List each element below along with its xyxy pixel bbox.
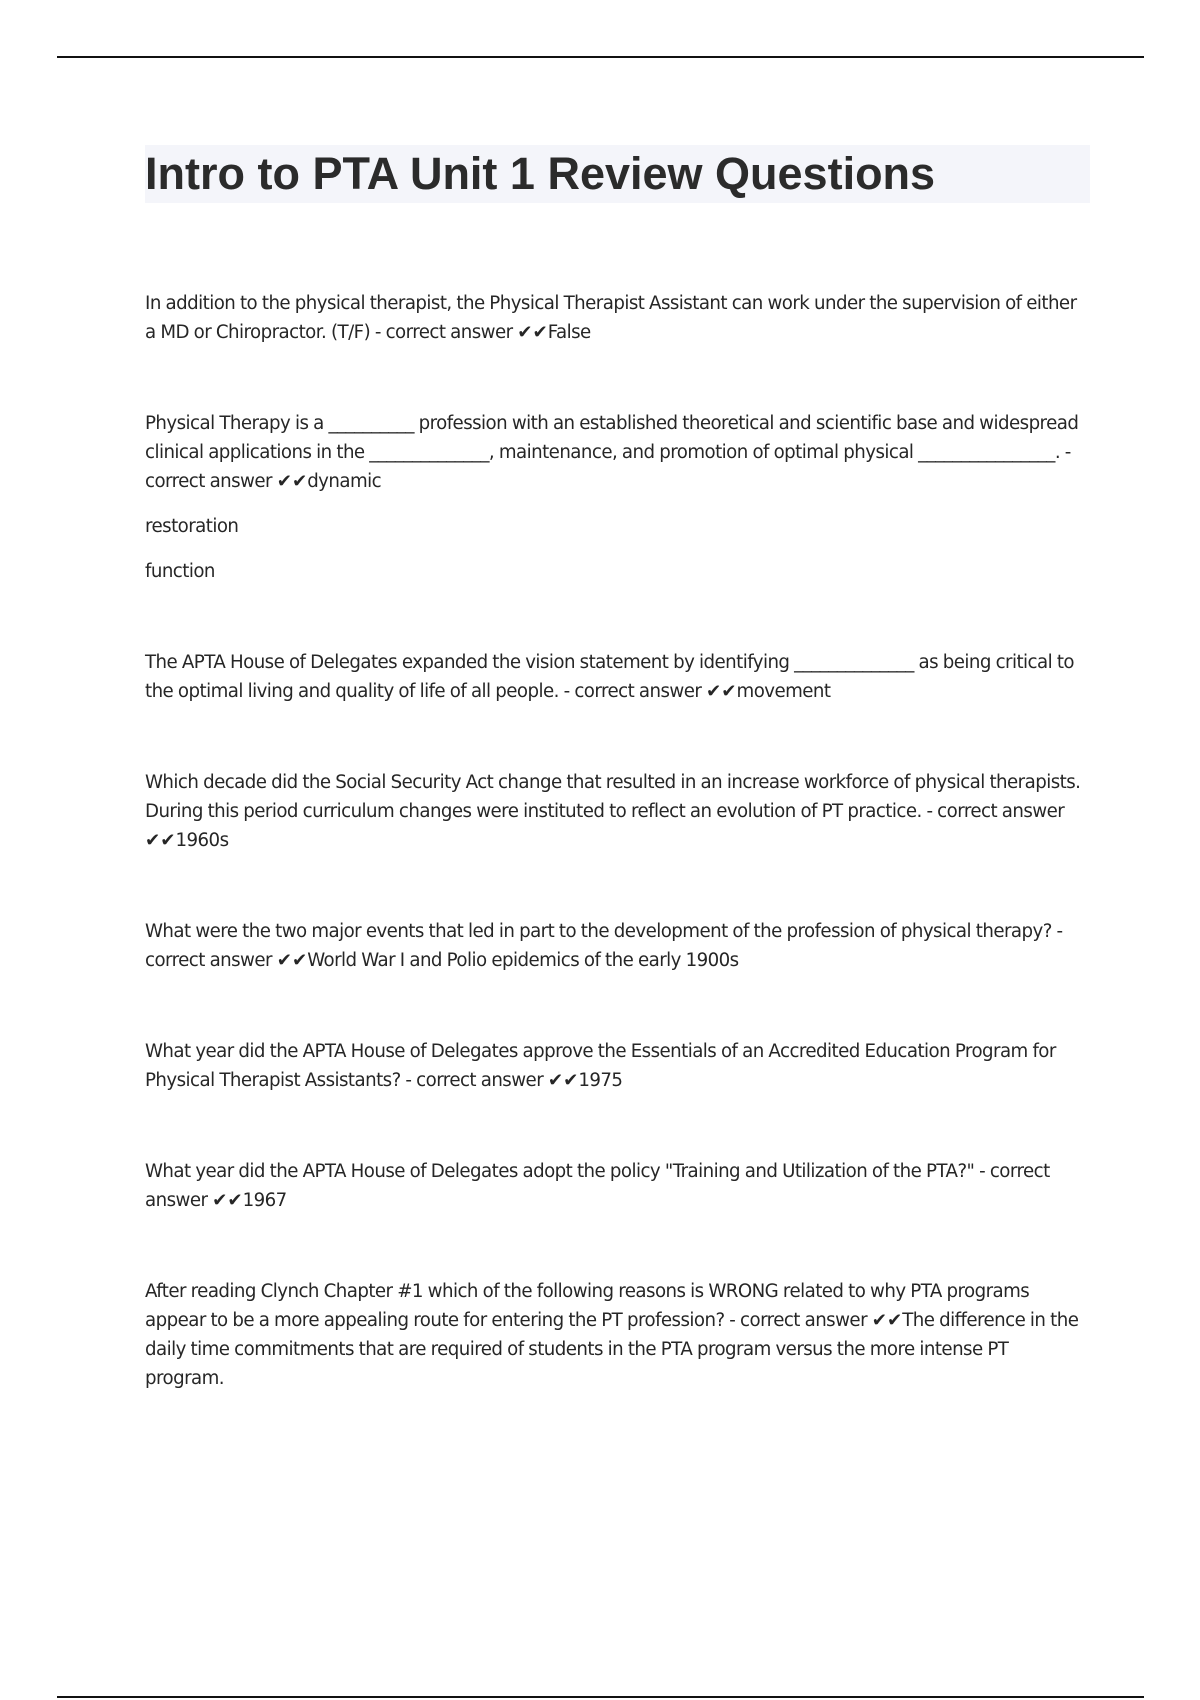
footer-rule [57, 1696, 1144, 1698]
qa-item [145, 768, 1090, 855]
question-list [145, 289, 1090, 1393]
answer-text: 1967 [242, 1190, 287, 1211]
check-mark-icon: ✔✔ [517, 322, 548, 343]
answer-text: movement [736, 681, 831, 702]
check-mark-icon: ✔✔ [145, 830, 176, 851]
question-text: After reading Clynch Chapter #1 which of the following reasons is WRONG related to why PTA programs appear to be a more appealing route for entering the PT profession? - correct answer [145, 1281, 1030, 1331]
answer-text: World War I and Polio epidemics of the early 1900s [307, 950, 739, 971]
question-text: What year did the APTA House of Delegates approve the Essentials of an Accredited Education Program for Physical Therapist Assistants? - correct answer [145, 1041, 1056, 1091]
qa-text [145, 1037, 1090, 1095]
question-text: Which decade did the Social Security Act change that resulted in an increase workforce of physical therapists. During this period curriculum changes were instituted to reflect an evolution of PT practice. - correct answer [145, 772, 1081, 822]
answer-text: 1960s [175, 830, 229, 851]
check-mark-icon: ✔✔ [871, 1310, 903, 1331]
answer-line: function [145, 561, 215, 582]
qa-text [145, 648, 1090, 706]
qa-text [145, 768, 1090, 855]
qa-item [145, 648, 1090, 706]
check-mark-icon: ✔✔ [276, 471, 308, 492]
page-title: Intro to PTA Unit 1 Review Questions [145, 148, 936, 199]
qa-item [145, 1037, 1090, 1095]
answer-text: dynamic [307, 471, 382, 492]
check-mark-icon: ✔✔ [706, 681, 737, 702]
question-text: The APTA House of Delegates expanded the vision statement by identifying ______________ as being critical to the optimal living and quality of life of all people. - correct answer [145, 652, 1074, 702]
check-mark-icon: ✔✔ [212, 1190, 243, 1211]
answer-text: The difference in the daily time commitments that are required of students in the PTA program versus the more intense PT program. [145, 1310, 1079, 1389]
answer-text: 1975 [578, 1070, 623, 1091]
question-text: What year did the APTA House of Delegates adopt the policy "Training and Utilization of the PTA?" - correct answer [145, 1161, 1050, 1211]
question-text: What were the two major events that led in part to the development of the profession of physical therapy? - correct answer [145, 921, 1063, 971]
qa-item [145, 917, 1090, 975]
qa-item [145, 289, 1090, 347]
qa-text [145, 1277, 1090, 1393]
title-band [145, 145, 1090, 203]
check-mark-icon: ✔✔ [276, 950, 308, 971]
check-mark-icon: ✔✔ [547, 1070, 579, 1091]
question-text: Physical Therapy is a __________ profession with an established theoretical and scientific base and widespread clinical applications in the ______________, maintenance, and promotion of optimal physical ________________. - correct answer [145, 413, 1079, 492]
qa-item [145, 1277, 1090, 1393]
qa-item [145, 1157, 1090, 1215]
answer-text: False [547, 322, 591, 343]
document-body [145, 145, 1090, 1455]
qa-text [145, 409, 1090, 496]
answer-line: restoration [145, 516, 239, 537]
header-rule [57, 56, 1144, 58]
qa-item [145, 409, 1090, 586]
qa-text [145, 917, 1090, 975]
qa-text [145, 289, 1090, 347]
question-text: In addition to the physical therapist, the Physical Therapist Assistant can work under the supervision of either a MD or Chiropractor. (T/F) - correct answer [145, 293, 1077, 343]
qa-text [145, 1157, 1090, 1215]
